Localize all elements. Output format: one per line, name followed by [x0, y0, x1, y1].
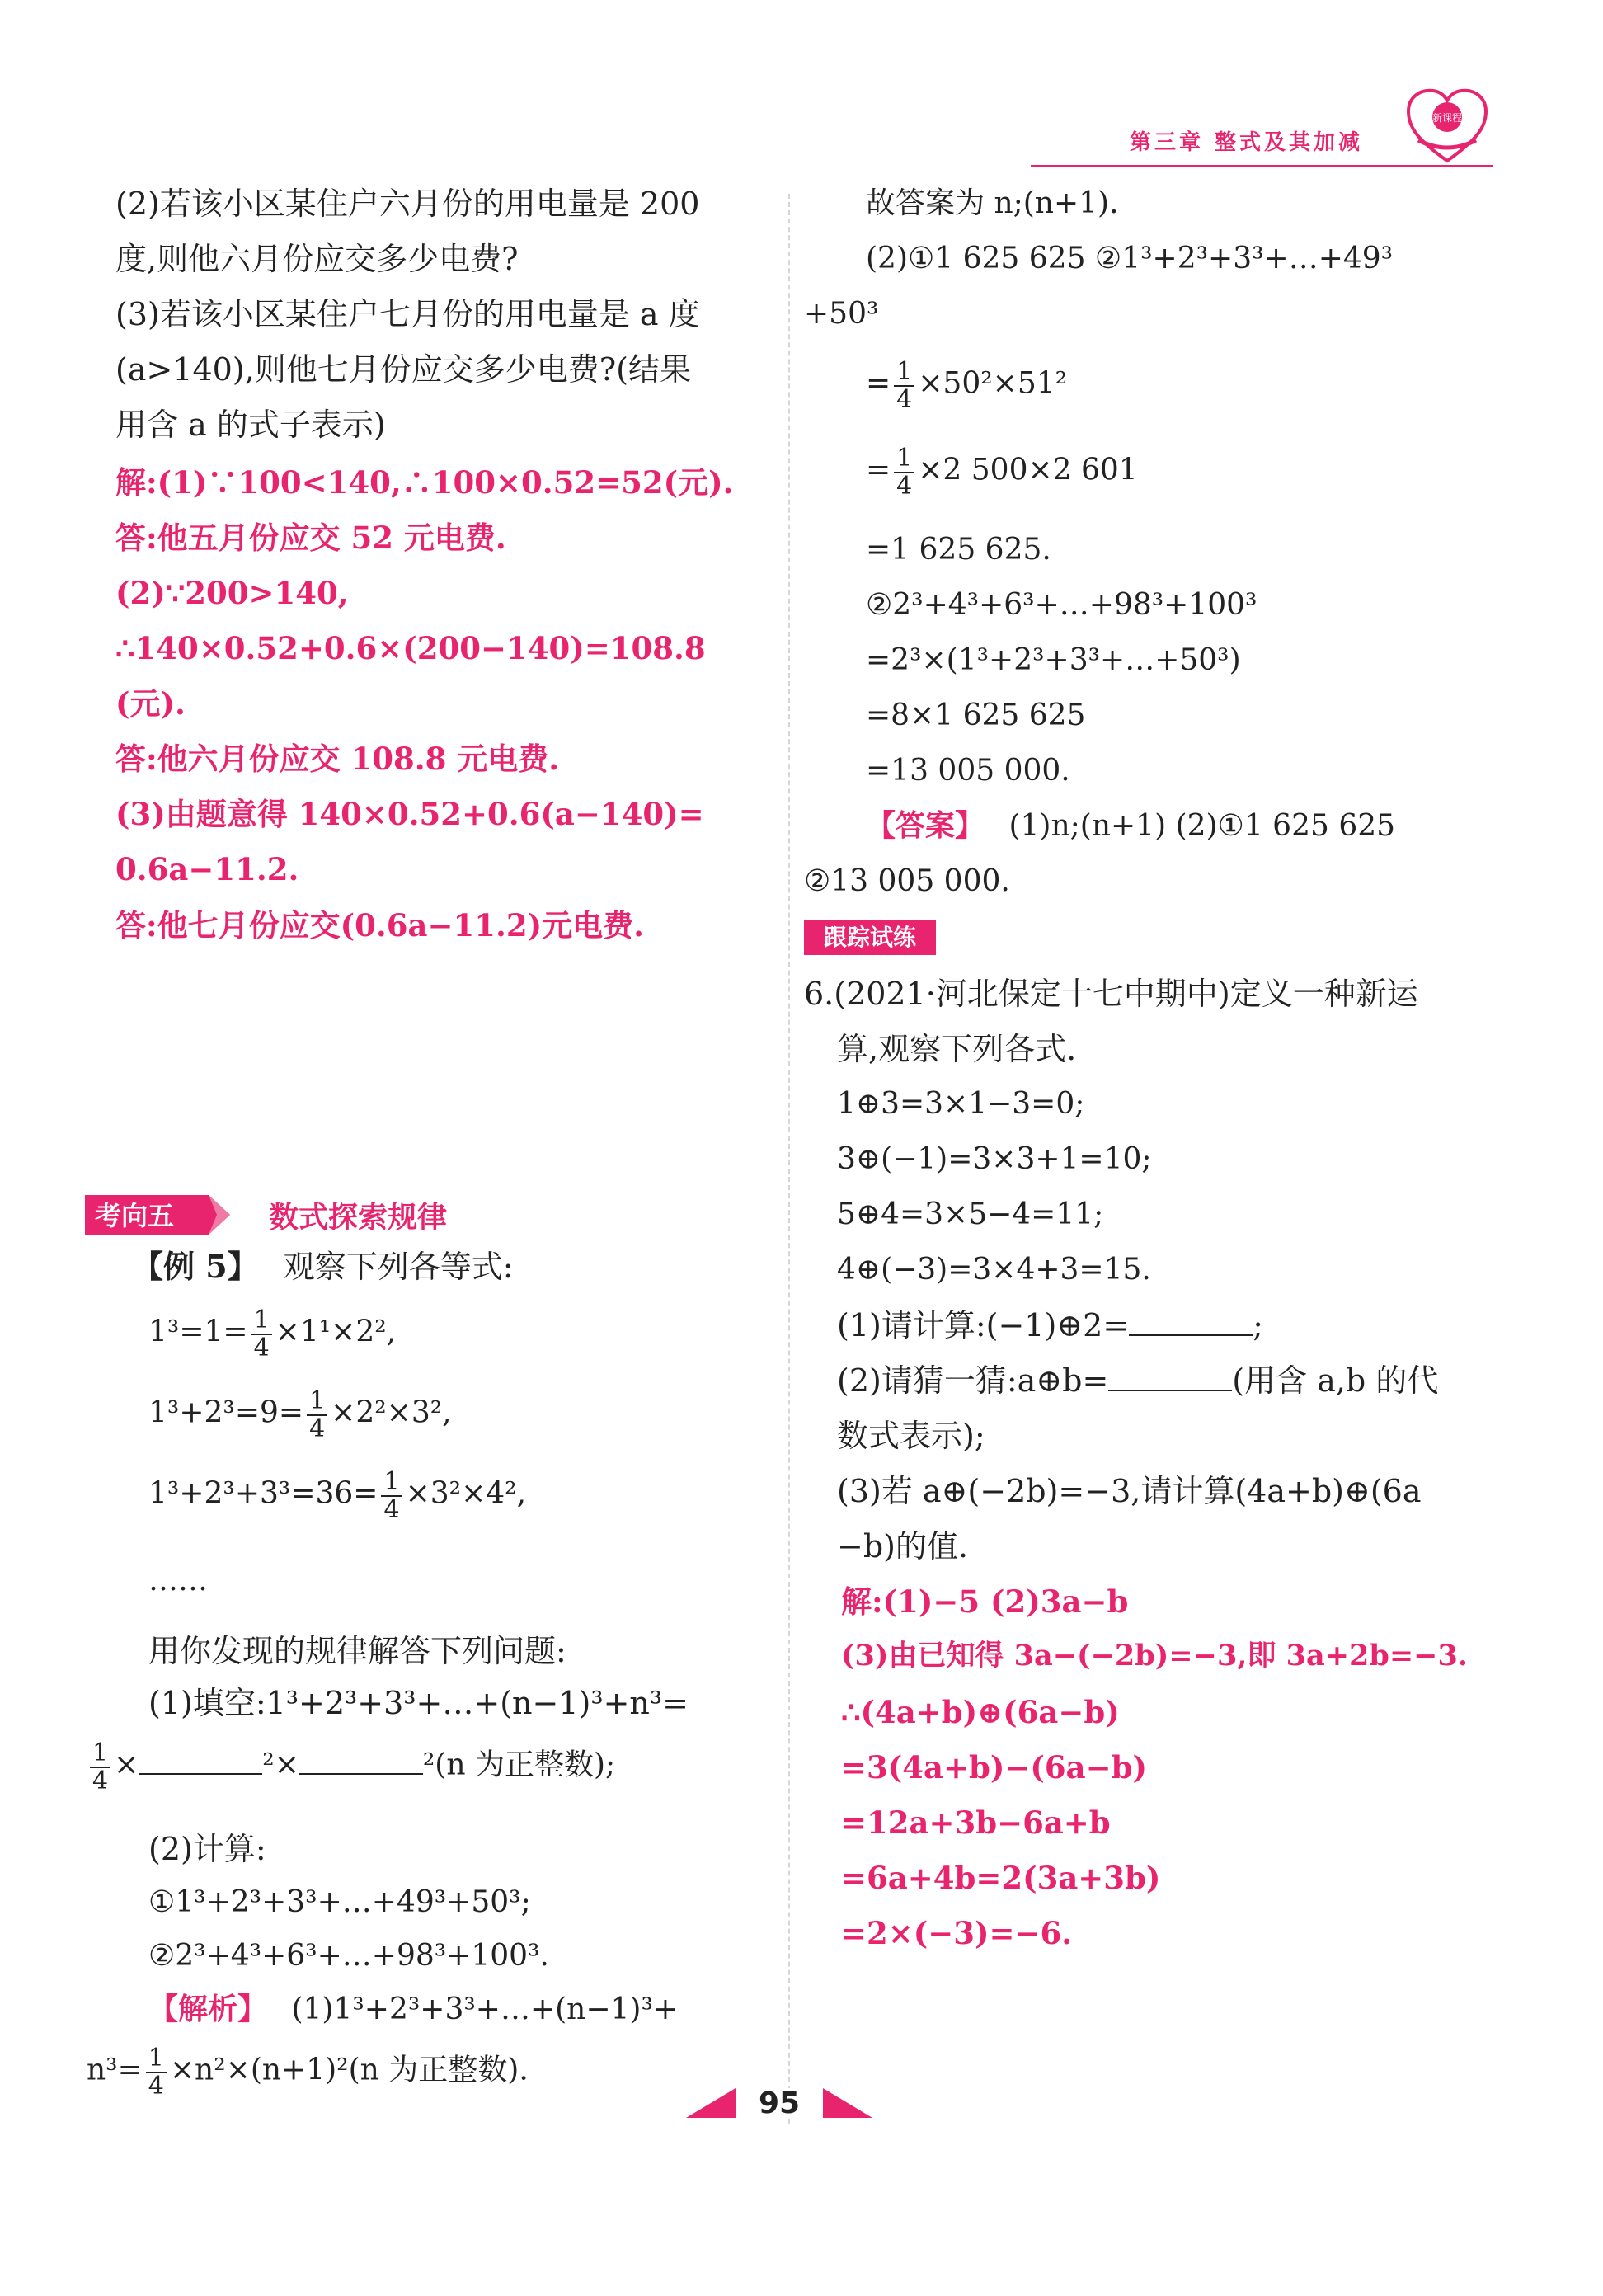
equation-text: 1³+2³+3³=36=: [148, 1476, 378, 1511]
solution-line: ∴(4a+b)⊕(6a−b): [841, 1694, 1120, 1730]
svg-text:考向五: 考向五: [95, 1200, 175, 1231]
analysis-line-1: [148, 1992, 678, 2027]
svg-text:95: 95: [758, 2087, 801, 2120]
right-line: =1 625 625.: [866, 533, 1051, 567]
analysis-label: 【解析】: [148, 1993, 268, 2026]
answer-line: (元).: [115, 685, 186, 722]
question-text: ;: [1253, 1307, 1263, 1343]
analysis-line-2: [87, 2045, 529, 2099]
problem6-line1: 6.(2021·河北保定十七中期中)定义一种新运: [804, 976, 1418, 1012]
answer-text: (1)n;(n+1) (2)①1 625 625: [1008, 809, 1396, 843]
fraction: $\frac{1}{4}$: [90, 1740, 110, 1794]
use-rule-text: 用你发现的规律解答下列问题:: [148, 1633, 566, 1669]
calc-item-2: ②2³+4³+6³+…+98³+100³.: [148, 1939, 549, 1973]
solution-line: 解:(1)−5 (2)3a−b: [841, 1583, 1129, 1620]
publisher-logo: [1402, 82, 1493, 165]
answer-line: 答:他七月份应交(0.6a−11.2)元电费.: [115, 907, 645, 943]
equation-2: [148, 1388, 452, 1442]
column-divider: [788, 194, 790, 2124]
right-line: 故答案为 n;(n+1).: [866, 186, 1119, 220]
equation-text: ²(n 为正整数);: [422, 1748, 616, 1782]
analysis-text: (1)1³+2³+3³+…+(n−1)³+: [291, 1993, 679, 2026]
q2-line1: (2)若该小区某住户六月份的用电量是 200: [115, 186, 700, 222]
solution-line: =2×(−3)=−6.: [841, 1915, 1073, 1951]
right-line: =13 005 000.: [866, 754, 1070, 788]
answer-label: 【答案】: [866, 809, 985, 843]
equation-text: n³=: [87, 2053, 143, 2087]
answer-line: 0.6a−11.2.: [115, 851, 299, 887]
solution-line: (3)由已知得 3a−(−2b)=−3,即 3a+2b=−3.: [841, 1639, 1469, 1673]
solution-line: =12a+3b−6a+b: [841, 1804, 1111, 1841]
chapter-header: 第三章 整式及其加减: [1130, 130, 1364, 155]
equation-text: 1³+2³=9=: [148, 1395, 304, 1430]
blank-2[interactable]: [299, 1748, 423, 1775]
equation-text: ×: [114, 1748, 139, 1782]
equation-text: ²×: [262, 1748, 299, 1782]
fraction: $\frac{1}{4}$: [251, 1307, 272, 1361]
example-label: 【例 5】: [132, 1248, 259, 1285]
fraction: $\frac{1}{4}$: [307, 1388, 327, 1442]
equation-text: =: [866, 366, 891, 401]
solution-line: =6a+4b=2(3a+3b): [841, 1860, 1161, 1896]
equation-text: 1³=1=: [148, 1315, 248, 1349]
q3-line3: 用含 a 的式子表示): [115, 407, 386, 443]
right-line: +50³: [804, 297, 879, 331]
answer-blank[interactable]: [1108, 1365, 1232, 1391]
q3-line1: (3)若该小区某住户七月份的用电量是 a 度: [115, 296, 700, 332]
q2-line2: 度,则他六月份应交多少电费?: [115, 241, 519, 277]
equation-text: =: [866, 453, 891, 487]
answer-summary-2: ②13 005 000.: [804, 864, 1010, 898]
fraction: $\frac{1}{4}$: [146, 2045, 167, 2099]
solution-line: =3(4a+b)−(6a−b): [841, 1749, 1147, 1786]
track-practice-tag: 跟踪试练: [804, 920, 936, 955]
equation-3: [148, 1469, 526, 1522]
answer-blank[interactable]: [1129, 1310, 1253, 1336]
right-line: =8×1 625 625: [866, 699, 1086, 732]
answer-line: ∴140×0.52+0.6×(200−140)=108.8: [115, 630, 706, 666]
right-line-frac: [866, 359, 1067, 412]
fraction: $\frac{1}{4}$: [894, 445, 914, 499]
question-text: (1)请计算:(−1)⊕2=: [837, 1307, 1130, 1343]
ellipsis: ……: [148, 1564, 208, 1597]
answer-line: (2)∵200>140,: [115, 575, 349, 611]
right-line-frac: [866, 445, 1138, 499]
question-text: (用含 a,b 的代: [1232, 1362, 1439, 1399]
example-text: 观察下列各等式:: [283, 1249, 514, 1285]
right-line: ②2³+4³+6³+…+98³+100³: [866, 588, 1257, 622]
section-title: 数式探索规律: [269, 1201, 448, 1235]
fraction: $\frac{1}{4}$: [381, 1469, 402, 1522]
problem6-line2: 算,观察下列各式.: [837, 1031, 1077, 1067]
example-op: 4⊕(−3)=3×4+3=15.: [837, 1253, 1151, 1287]
equation-text: ×3²×4²,: [405, 1476, 527, 1511]
fill-in-line-2: [87, 1740, 615, 1794]
answer-summary: [866, 808, 1395, 844]
fill-in-line: (1)填空:1³+2³+3³+…+(n−1)³+n³=: [148, 1685, 689, 1721]
equation-text: ×n²×(n+1)²(n 为正整数).: [169, 2053, 529, 2087]
answer-line: 答:他六月份应交 108.8 元电费.: [115, 741, 560, 777]
svg-text:新课程: 新课程: [1431, 112, 1463, 124]
sub-question-3: (3)若 a⊕(−2b)=−3,请计算(4a+b)⊕(6a: [837, 1473, 1422, 1509]
sub-question-2b: 数式表示);: [837, 1418, 985, 1454]
right-line: =2³×(1³+2³+3³+…+50³): [866, 643, 1241, 677]
fraction: $\frac{1}{4}$: [894, 359, 914, 412]
sub-question-3b: −b)的值.: [837, 1528, 969, 1564]
calc-heading: (2)计算:: [148, 1831, 266, 1867]
example-heading: [132, 1248, 514, 1287]
example-op: 5⊕4=3×5−4=11;: [837, 1197, 1104, 1231]
equation-1: [148, 1307, 396, 1361]
equation-text: ×2²×3²,: [331, 1395, 452, 1430]
equation-text: ×50²×51²: [918, 366, 1068, 401]
answer-line: 答:他五月份应交 52 元电费.: [115, 520, 506, 556]
q3-line2: (a>140),则他七月份应交多少电费?(结果: [115, 351, 691, 388]
equation-text: ×1¹×2²,: [275, 1315, 397, 1349]
calc-item-1: ①1³+2³+3³+…+49³+50³;: [148, 1885, 531, 1919]
sub-question-2: [837, 1362, 1438, 1400]
answer-line: 解:(1)∵100<140,∴100×0.52=52(元).: [115, 464, 734, 501]
example-op: 1⊕3=3×1−3=0;: [837, 1087, 1085, 1121]
sub-question-1: [837, 1307, 1263, 1345]
question-text: (2)请猜一猜:a⊕b=: [837, 1362, 1109, 1399]
example-op: 3⊕(−1)=3×3+1=10;: [837, 1142, 1152, 1176]
blank-1[interactable]: [139, 1748, 262, 1775]
right-line: (2)①1 625 625 ②1³+2³+3³+…+49³: [866, 242, 1394, 275]
equation-text: ×2 500×2 601: [918, 453, 1138, 487]
page-number-badge: [686, 2077, 872, 2123]
header-rule: [1031, 165, 1493, 167]
answer-line: (3)由题意得 140×0.52+0.6(a−140)=: [115, 796, 704, 832]
section-badge: [85, 1190, 233, 1240]
